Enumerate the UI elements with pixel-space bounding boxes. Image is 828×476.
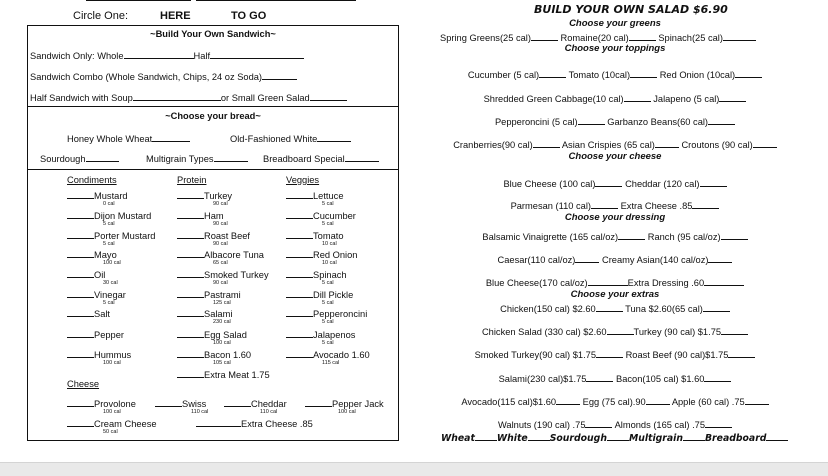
condiment-item[interactable] <box>67 229 155 241</box>
veggie-item[interactable] <box>286 348 370 360</box>
veggie-item[interactable] <box>286 209 356 221</box>
salad-option-blank[interactable] <box>596 302 623 312</box>
to-go-option[interactable]: TO GO <box>231 10 267 22</box>
protein-item[interactable] <box>177 348 251 360</box>
veggie-item[interactable] <box>286 229 344 241</box>
greens-row <box>440 31 756 43</box>
veggie-cal: 5 cal <box>322 221 334 227</box>
honey-wheat-label: Honey Whole Wheat <box>67 134 153 144</box>
salad-option-label: Turkey (90 cal) $1.75 <box>633 327 722 337</box>
protein-blank[interactable] <box>177 268 204 278</box>
honey-wheat-row <box>67 132 190 144</box>
salad-option-label: Extra Dressing .60 <box>627 278 705 288</box>
top-blank-line <box>196 0 356 1</box>
cheese-cal: 110 cal <box>191 409 209 415</box>
protein-item[interactable] <box>177 268 269 280</box>
cheese-name: Swiss <box>182 399 207 409</box>
protein-header: Protein <box>177 175 207 185</box>
protein-cal: 90 cal <box>213 241 228 247</box>
condiment-blank[interactable] <box>67 307 94 317</box>
salad-option-blank[interactable] <box>705 418 732 428</box>
multigrain-blank[interactable] <box>214 152 248 162</box>
protein-cal: 90 cal <box>213 280 228 286</box>
condiment-item[interactable] <box>67 209 151 221</box>
protein-cal: 65 cal <box>213 260 228 266</box>
salad-option-label: Red Onion (10cal) <box>659 70 736 80</box>
combo-blank[interactable] <box>262 70 297 80</box>
veggie-cal: 10 cal <box>322 260 337 266</box>
condiment-item[interactable] <box>67 307 110 319</box>
salad-option-label: Asian Crispies (65 cal) <box>561 140 655 150</box>
salad-bread-label: White <box>496 433 528 444</box>
protein-blank[interactable] <box>177 189 204 199</box>
salad-extras-row <box>430 302 800 314</box>
condiments-header: Condiments <box>67 175 117 185</box>
half-soup-row <box>30 91 347 103</box>
combo-row <box>30 70 297 82</box>
salad-option-blank[interactable] <box>533 138 560 148</box>
salad-bread-label: Wheat <box>441 433 475 444</box>
salad-option-blank[interactable] <box>745 395 769 405</box>
condiment-cal: 5 cal <box>103 221 115 227</box>
salad-option-label: Tomato (10cal) <box>568 70 631 80</box>
condiment-blank[interactable] <box>67 189 94 199</box>
protein-blank[interactable] <box>177 248 204 258</box>
cheese-name: Extra Cheese .85 <box>241 419 313 429</box>
salad-option-blank[interactable] <box>708 115 735 125</box>
salad-bread-row <box>441 431 788 444</box>
whole-blank[interactable] <box>124 49 194 59</box>
salad-option-label: Jalapeno (5 cal) <box>653 94 720 104</box>
salad-option-label: Creamy Asian(140 cal/oz) <box>602 255 709 265</box>
salad-option-blank[interactable] <box>624 92 651 102</box>
condiment-cal: 0 cal <box>103 201 115 207</box>
cheese-item[interactable] <box>67 397 136 409</box>
salad-option-label: Walnuts (190 cal) .75 <box>497 420 586 430</box>
salad-option-label: Salami(230 cal)$1.75 <box>498 374 587 384</box>
salad-bread-blank[interactable] <box>683 431 705 441</box>
condiment-item[interactable] <box>67 268 105 280</box>
salad-option-blank[interactable] <box>735 68 762 78</box>
salad-bread-blank[interactable] <box>766 431 788 441</box>
salad-option-label: Bacon(105 cal) $1.60 <box>616 374 705 384</box>
condiment-blank[interactable] <box>67 288 94 298</box>
protein-cal: 90 cal <box>213 221 228 227</box>
sandwich-only-row <box>30 49 304 61</box>
salad-option-blank[interactable] <box>591 199 618 209</box>
veggie-item[interactable] <box>286 268 347 280</box>
salad-extras-row <box>430 372 800 384</box>
salad-option-label: Almonds (165 cal) .75 <box>614 420 705 430</box>
protein-item[interactable] <box>177 307 232 319</box>
protein-blank[interactable] <box>177 229 204 239</box>
toppings-header: Choose your toppings <box>564 43 666 54</box>
salad-option-blank[interactable] <box>704 372 731 382</box>
salad-option-blank[interactable] <box>585 418 612 428</box>
veggie-blank[interactable] <box>286 209 313 219</box>
protein-cal: 100 cal <box>213 340 231 346</box>
salad-option-blank[interactable] <box>655 138 679 148</box>
old-white-row <box>230 132 351 144</box>
salad-option-label: Cheddar (120 cal) <box>625 179 700 189</box>
cheese-blank[interactable] <box>305 397 332 407</box>
salad-bread-blank[interactable] <box>475 431 497 441</box>
condiment-cal: 30 cal <box>103 280 118 286</box>
veggie-name: Avocado 1.60 <box>313 350 370 360</box>
multigrain-label: Multigrain Types <box>146 154 214 164</box>
veggies-header: Veggies <box>286 175 320 185</box>
protein-item[interactable] <box>177 189 232 201</box>
salad-option-blank[interactable] <box>629 31 656 41</box>
veggie-blank[interactable] <box>286 288 313 298</box>
cheese-name: Pepper Jack <box>332 399 384 409</box>
condiment-cal: 5 cal <box>103 300 115 306</box>
condiment-name: Dijon Mustard <box>94 211 152 221</box>
salad-option-label: Egg (75 cal).90 <box>582 397 646 407</box>
veggie-name: Dill Pickle <box>313 290 354 300</box>
breadboard-label: Breadboard Special <box>263 154 345 164</box>
box-top-border <box>27 25 399 26</box>
top-blank-line <box>86 0 191 1</box>
condiment-name: Oil <box>94 270 106 280</box>
protein-name: Roast Beef <box>204 231 250 241</box>
salad-option-blank[interactable] <box>753 138 777 148</box>
protein-blank[interactable] <box>177 288 204 298</box>
honey-wheat-blank[interactable] <box>152 132 190 142</box>
salad-blank[interactable] <box>310 91 347 101</box>
condiment-blank[interactable] <box>67 268 94 278</box>
dressing-header: Choose your dressing <box>564 212 666 223</box>
cheese-name: Cream Cheese <box>94 419 157 429</box>
cheese-item[interactable] <box>67 417 157 429</box>
half-soup-label: Half Sandwich with Soup <box>30 93 133 103</box>
veggie-item[interactable] <box>286 328 355 340</box>
condiment-blank[interactable] <box>67 248 94 258</box>
cheese-blank[interactable] <box>67 397 94 407</box>
salad-option-blank[interactable] <box>539 68 566 78</box>
half-soup-blank[interactable] <box>133 91 221 101</box>
salad-option-blank[interactable] <box>723 31 756 41</box>
salad-option-label: Parmesan (110 cal) <box>510 201 591 211</box>
old-white-blank[interactable] <box>317 132 351 142</box>
salad-extras-row <box>430 348 800 360</box>
condiment-blank[interactable] <box>67 209 94 219</box>
protein-name: Pastrami <box>204 290 241 300</box>
old-white-label: Old-Fashioned White <box>230 134 318 144</box>
protein-item[interactable] <box>177 328 247 340</box>
condiment-cal: 100 cal <box>103 260 121 266</box>
salad-bread-blank[interactable] <box>607 431 629 441</box>
condiment-blank[interactable] <box>67 328 94 338</box>
protein-name: Salami <box>204 309 233 319</box>
greens-header: Choose your greens <box>569 18 661 29</box>
condiment-name: Pepper <box>94 330 124 340</box>
salad-option-blank[interactable] <box>719 92 746 102</box>
cheese-item[interactable] <box>224 397 287 409</box>
protein-name: Bacon 1.60 <box>204 350 252 360</box>
salad-dressing-row <box>430 253 800 265</box>
breadboard-row <box>263 152 379 164</box>
salad-option-label: Chicken(150 cal) $2.60 <box>500 304 596 314</box>
salad-option-blank[interactable] <box>692 199 719 209</box>
condiment-name: Mayo <box>94 250 117 260</box>
divider <box>27 106 399 107</box>
salad-option-blank[interactable] <box>578 115 605 125</box>
sandwich-only-label: Sandwich Only: <box>30 51 95 61</box>
condiment-item[interactable] <box>67 288 126 300</box>
salad-option-blank[interactable] <box>595 177 622 187</box>
cheese-blank[interactable] <box>67 417 94 427</box>
protein-blank[interactable] <box>177 209 204 219</box>
protein-blank[interactable] <box>177 368 204 378</box>
salad-option-blank[interactable] <box>721 230 748 240</box>
divider <box>27 169 399 170</box>
salad-option-label: Chicken Salad (330 cal) $2.60 <box>481 327 607 337</box>
salad-option-blank[interactable] <box>646 395 670 405</box>
cheese-name: Cheddar <box>251 399 287 409</box>
veggie-cal: 10 cal <box>322 241 337 247</box>
salad-option-label: Apple (60 cal) .75 <box>671 397 745 407</box>
protein-item[interactable] <box>177 248 264 260</box>
breadboard-blank[interactable] <box>345 152 379 162</box>
cheese-cal: 100 cal <box>338 409 356 415</box>
salad-option-label: Caesar(110 cal/oz) <box>497 255 576 265</box>
salad-option-blank[interactable] <box>708 253 732 263</box>
salad-title: BUILD YOUR OWN SALAD $6.90 <box>534 3 728 16</box>
salad-option-label: Roast Beef (90 cal)$1.75 <box>625 350 729 360</box>
bread-section-title: ~Choose your bread~ <box>165 111 261 121</box>
cheese-cal: 50 cal <box>103 429 118 435</box>
cheese-name: Provolone <box>94 399 136 409</box>
multigrain-row <box>146 152 248 164</box>
salad-option-blank[interactable] <box>700 177 727 187</box>
salad-option-label: Cucumber (5 cal) <box>467 70 540 80</box>
salad-option-label: Spring Greens(25 cal) <box>440 33 531 43</box>
condiment-name: Mustard <box>94 191 128 201</box>
salad-option-label: Cranberries(90 cal) <box>453 140 533 150</box>
salad-option-blank[interactable] <box>607 325 634 335</box>
salad-option-label: Tuna $2.60(65 cal) <box>625 304 703 314</box>
condiment-name: Hummus <box>94 350 132 360</box>
half-blank[interactable] <box>210 49 304 59</box>
cheese-cal: 110 cal <box>260 409 278 415</box>
condiment-blank[interactable] <box>67 348 94 358</box>
salad-option-label: Croutons (90 cal) <box>681 140 753 150</box>
salad-option-label: Pepperoncini (5 cal) <box>494 117 578 127</box>
condiment-name: Vinegar <box>94 290 126 300</box>
condiment-item[interactable] <box>67 348 131 360</box>
protein-name: Smoked Turkey <box>204 270 269 280</box>
salad-option-label: Ranch (95 cal/oz) <box>647 232 721 242</box>
condiment-name: Porter Mustard <box>94 231 156 241</box>
veggie-cal: 5 cal <box>322 340 334 346</box>
salad-extras-row <box>430 395 800 407</box>
sourdough-blank[interactable] <box>86 152 119 162</box>
salad-option-label: Avocado(115 cal)$1.60 <box>461 397 557 407</box>
cheese-item[interactable] <box>196 417 313 429</box>
condiment-cal: 5 cal <box>103 241 115 247</box>
veggie-item[interactable] <box>286 189 344 201</box>
salad-option-blank[interactable] <box>556 395 580 405</box>
salad-option-blank[interactable] <box>575 253 599 263</box>
salad-option-label: Balsamic Vinaigrette (165 cal/oz) <box>482 232 619 242</box>
protein-cal: 90 cal <box>213 201 228 207</box>
condiment-blank[interactable] <box>67 229 94 239</box>
salad-topping-row <box>430 92 800 104</box>
veggie-cal: 115 cal <box>322 360 340 366</box>
salad-option-label: Shredded Green Cabbage(10 cal) <box>483 94 624 104</box>
cheese-header: Cheese <box>67 379 100 389</box>
salad-option-blank[interactable] <box>703 302 730 312</box>
salad-bread-label: Multigrain <box>628 433 683 444</box>
sandwich-section-title: ~Build Your Own Sandwich~ <box>150 29 276 39</box>
cheese-item[interactable] <box>155 397 206 409</box>
veggie-item[interactable] <box>286 248 357 260</box>
box-bottom-border <box>27 440 399 441</box>
cheese-blank[interactable] <box>155 397 182 407</box>
salad-option-label: Spinach(25 cal) <box>658 33 723 43</box>
veggie-item[interactable] <box>286 307 367 319</box>
whole-label: Whole <box>97 51 124 61</box>
cheese-blank[interactable] <box>224 397 251 407</box>
combo-label: Sandwich Combo (Whole Sandwich, Chips, 24 oz Soda) <box>30 72 263 82</box>
protein-cal: 105 cal <box>213 360 231 366</box>
veggie-cal: 5 cal <box>322 280 334 286</box>
veggie-blank[interactable] <box>286 268 313 278</box>
veggie-name: Pepperoncini <box>313 309 368 319</box>
veggie-name: Red Onion <box>313 250 358 260</box>
salad-option-blank[interactable] <box>596 348 623 358</box>
veggie-name: Cucumber <box>313 211 356 221</box>
salad-option-blank[interactable] <box>704 276 744 286</box>
salad-option-label: Extra Cheese .85 <box>620 201 693 211</box>
or-salad-label: or Small Green Salad <box>220 93 310 103</box>
salad-option-blank[interactable] <box>618 230 645 240</box>
salad-option-label: Smoked Turkey(90 cal) $1.75 <box>474 350 596 360</box>
salad-option-blank[interactable] <box>531 31 558 41</box>
protein-name: Egg Salad <box>204 330 247 340</box>
protein-item[interactable] <box>177 288 241 300</box>
here-option[interactable]: HERE <box>160 10 191 22</box>
extras-header: Choose your extras <box>570 289 660 300</box>
protein-name: Extra Meat 1.75 <box>204 370 270 380</box>
cheese-item[interactable] <box>305 397 384 409</box>
salad-option-label: Blue Cheese (100 cal) <box>503 179 596 189</box>
protein-name: Albacore Tuna <box>204 250 264 260</box>
salad-topping-row <box>430 138 800 150</box>
protein-item[interactable] <box>177 209 224 221</box>
sourdough-row <box>40 152 119 164</box>
veggie-blank[interactable] <box>286 348 313 358</box>
protein-blank[interactable] <box>177 307 204 317</box>
condiment-cal: 100 cal <box>103 360 121 366</box>
protein-name: Turkey <box>204 191 233 201</box>
box-right-border <box>398 25 399 441</box>
salad-topping-row <box>430 115 800 127</box>
salad-option-label: Blue Cheese(170 cal/oz) <box>485 278 588 288</box>
half-label: Half <box>193 51 211 61</box>
box-left-border <box>27 25 28 441</box>
protein-cal: 125 cal <box>213 300 231 306</box>
salad-extras-row <box>430 325 800 337</box>
salad-option-blank[interactable] <box>721 325 748 335</box>
sourdough-label: Sourdough <box>40 154 86 164</box>
circle-one-label: Circle One: <box>73 10 129 22</box>
protein-item[interactable] <box>177 229 250 241</box>
salad-option-label: Garbanzo Beans(60 cal) <box>607 117 709 127</box>
veggie-blank[interactable] <box>286 307 313 317</box>
salad-option-blank[interactable] <box>728 348 755 358</box>
veggie-name: Tomato <box>313 231 344 241</box>
salad-dressing-row <box>430 230 800 242</box>
salad-bread-label: Breadboard <box>704 433 767 444</box>
condiment-name: Salt <box>94 309 111 319</box>
veggie-cal: 5 cal <box>322 300 334 306</box>
condiment-item[interactable] <box>67 248 117 260</box>
protein-blank[interactable] <box>177 328 204 338</box>
veggie-blank[interactable] <box>286 248 313 258</box>
protein-blank[interactable] <box>177 348 204 358</box>
veggie-name: Jalapenos <box>313 330 356 340</box>
protein-cal: 230 cal <box>213 319 231 325</box>
salad-bread-label: Sourdough <box>549 433 607 444</box>
salad-dressing-row <box>430 276 800 288</box>
veggie-blank[interactable] <box>286 328 313 338</box>
protein-item[interactable] <box>177 368 270 380</box>
veggie-name: Spinach <box>313 270 347 280</box>
salad-extras-row <box>430 418 800 430</box>
condiment-item[interactable] <box>67 189 128 201</box>
veggie-blank[interactable] <box>286 189 313 199</box>
condiment-item[interactable] <box>67 328 124 340</box>
protein-name: Ham <box>204 211 224 221</box>
salad-option-blank[interactable] <box>630 68 657 78</box>
cheese-header: Choose your cheese <box>568 151 662 162</box>
salad-topping-row <box>430 68 800 80</box>
cheese-cal: 100 cal <box>103 409 121 415</box>
veggie-name: Lettuce <box>313 191 344 201</box>
salad-bread-blank[interactable] <box>528 431 550 441</box>
veggie-cal: 5 cal <box>322 319 334 325</box>
viewer-bottom-strip <box>0 462 828 476</box>
veggie-blank[interactable] <box>286 229 313 239</box>
salad-option-blank[interactable] <box>586 372 613 382</box>
salad-option-blank[interactable] <box>588 276 628 286</box>
veggie-item[interactable] <box>286 288 353 300</box>
veggie-cal: 5 cal <box>322 201 334 207</box>
salad-cheese-row <box>430 177 800 189</box>
salad-cheese-row <box>430 199 800 211</box>
salad-option-label: Romaine(20 cal) <box>560 33 629 43</box>
cheese-blank[interactable] <box>196 417 241 427</box>
